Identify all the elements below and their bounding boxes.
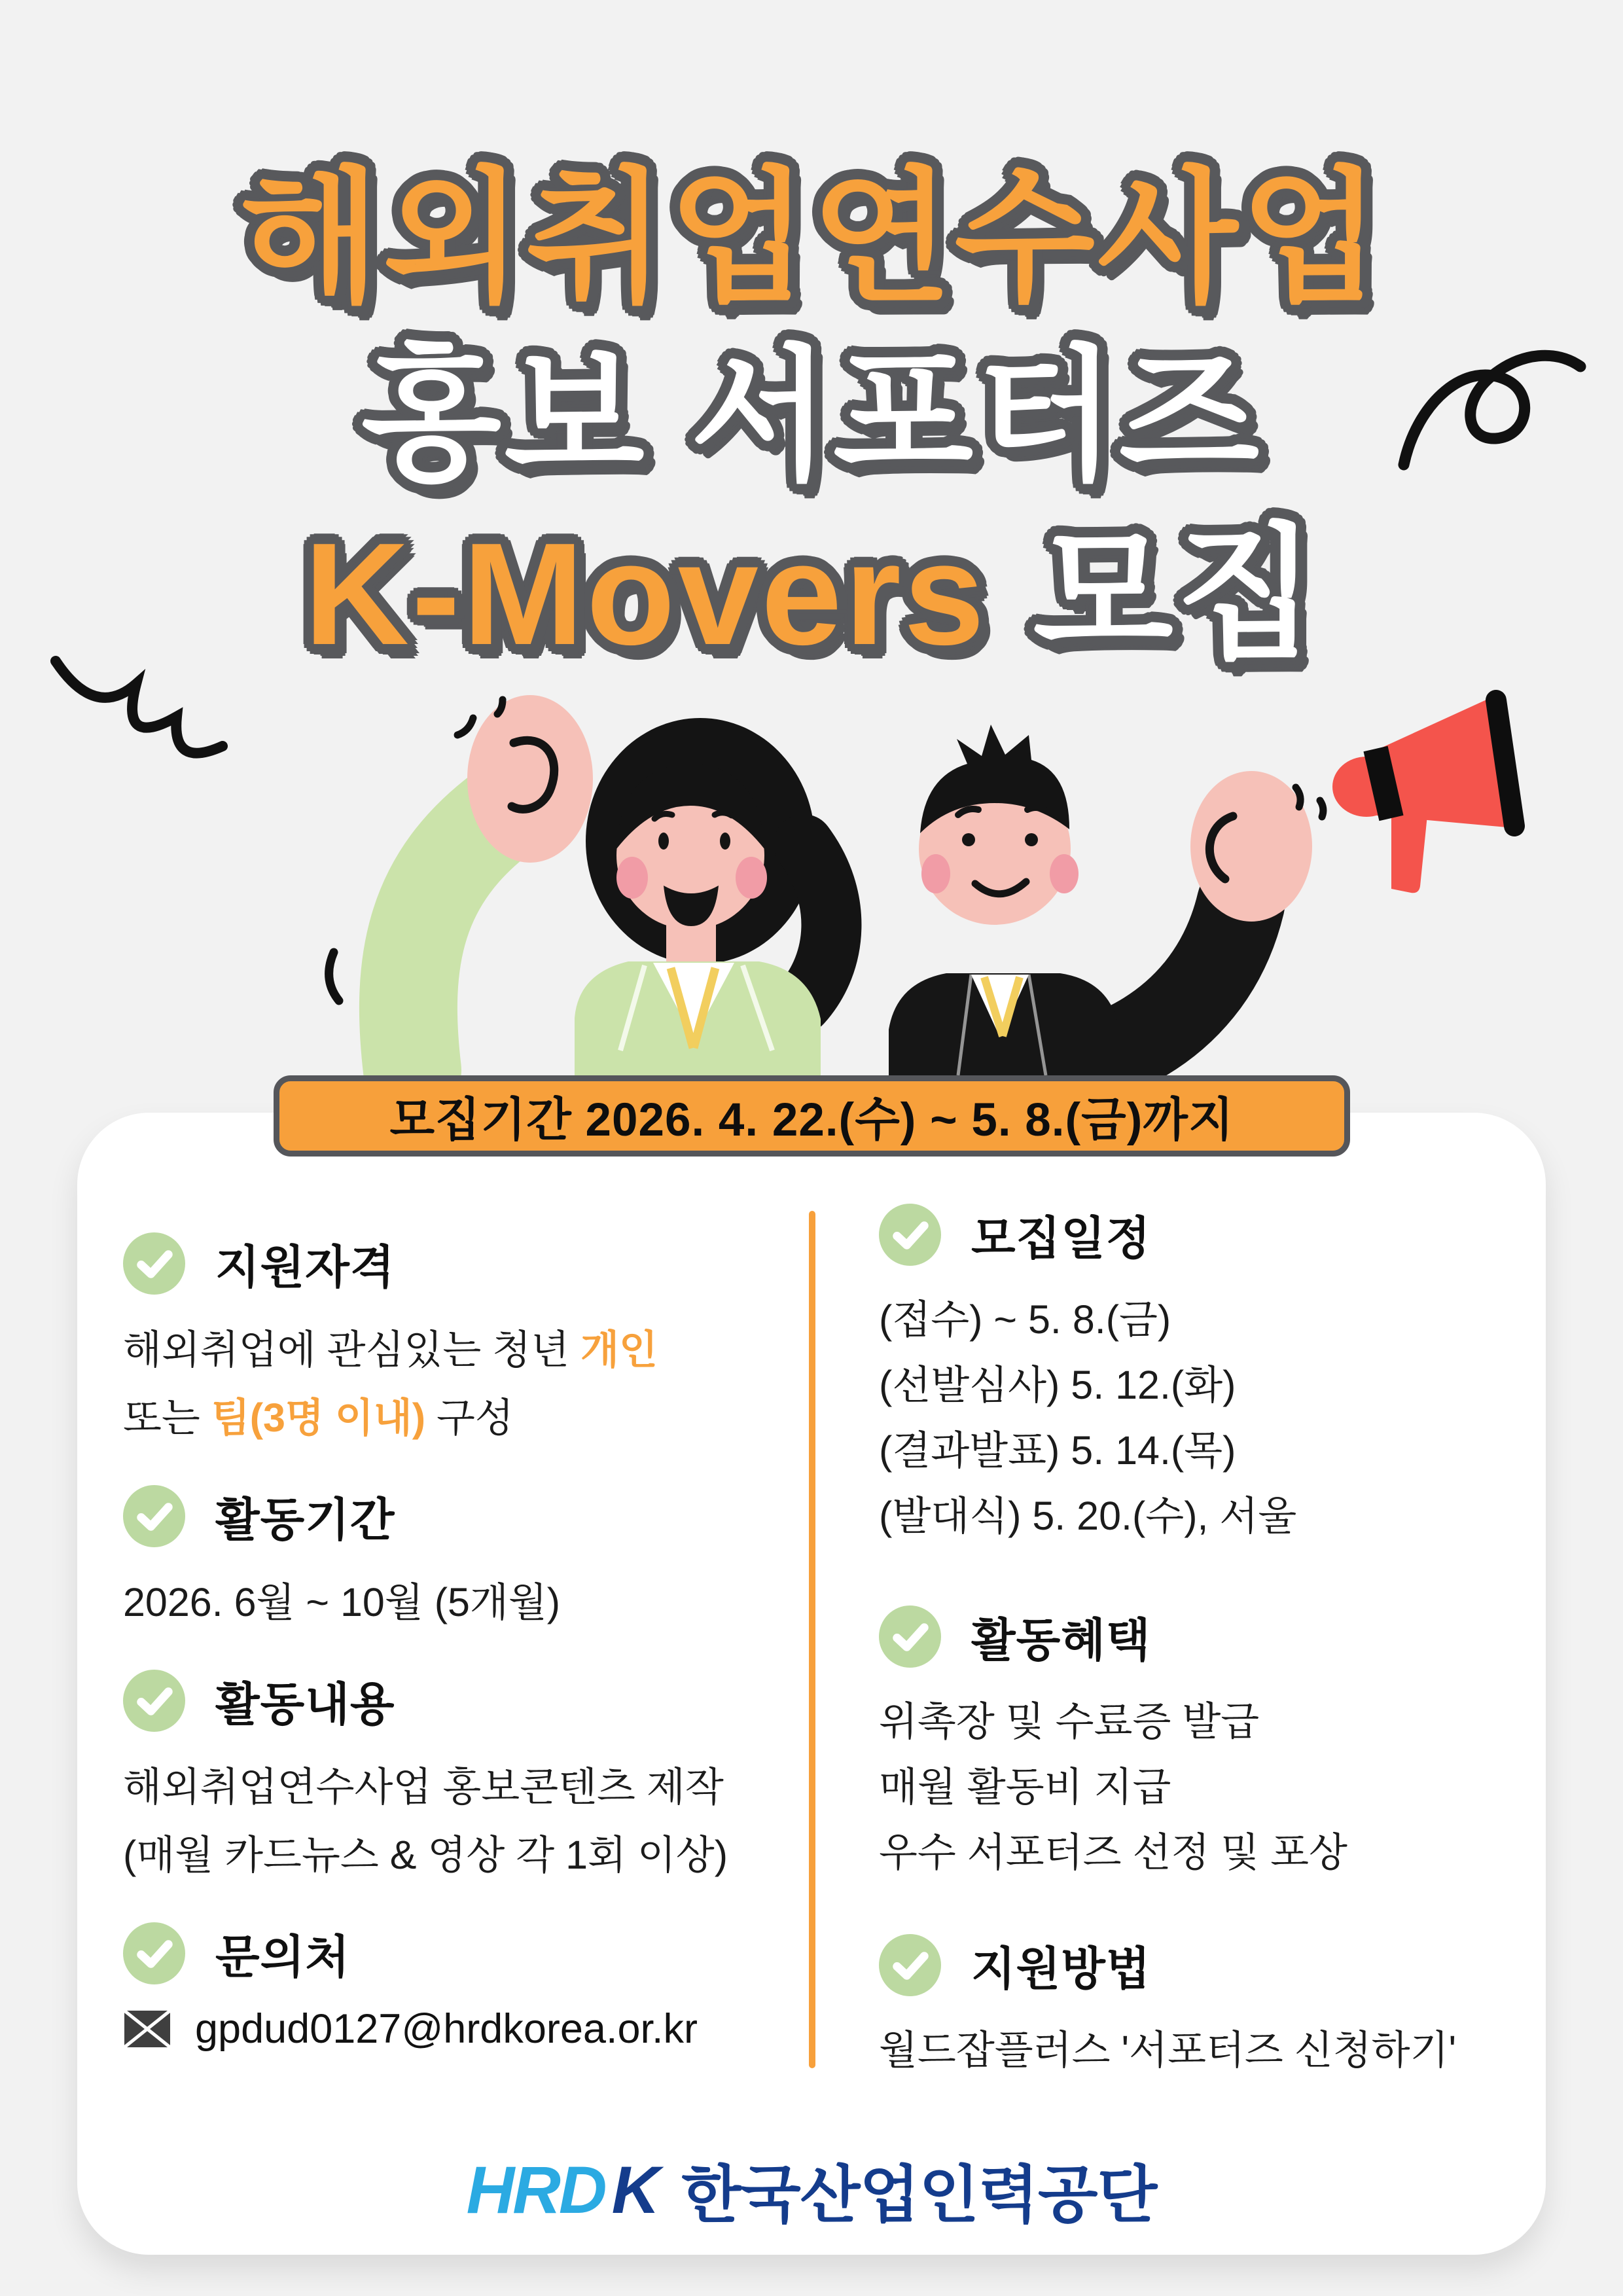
woman-character	[408, 695, 832, 1075]
section-benefits	[879, 1604, 1520, 1885]
left-column	[123, 1230, 791, 2084]
hrdk-logo	[77, 2145, 1546, 2234]
body-line: (발대식) 5. 20.(수), 서울	[879, 1494, 1297, 1538]
body-line	[123, 1316, 791, 1384]
contact-email-row	[123, 2005, 791, 2053]
section-how-to-apply	[879, 1932, 1520, 2083]
body-line: 우수 서포터즈 선정 및 포상	[879, 1830, 1347, 1874]
body-line	[123, 1384, 791, 1452]
check-circle-icon	[879, 1934, 941, 1996]
body-line: 매월 활동비 지급	[879, 1765, 1171, 1809]
man-character	[889, 725, 1323, 1075]
heading-label: 활동내용	[215, 1678, 395, 1730]
body-line: (매월 카드뉴스 & 영상 각 1회 이상)	[123, 1833, 728, 1877]
title-mojip: 모집	[1033, 513, 1319, 675]
body-line: 해외취업연수사업 홍보콘텐츠 제작	[123, 1765, 724, 1809]
heading-label: 활동혜택	[971, 1614, 1151, 1666]
column-divider	[809, 1211, 815, 2068]
heading-label: 문의처	[215, 1931, 350, 1982]
body-line: 위촉장 및 수료증 발급	[879, 1699, 1260, 1744]
check-circle-icon	[123, 1922, 185, 1984]
section-contact	[123, 1920, 791, 2053]
envelope-icon	[123, 2009, 171, 2049]
check-circle-icon	[123, 1485, 185, 1547]
title-line-2: 홍보 서포터즈	[361, 335, 1262, 497]
body-line: (선발심사) 5. 12.(화)	[879, 1363, 1236, 1407]
recruit-period-banner	[274, 1075, 1350, 1157]
section-activity-period	[123, 1483, 791, 1636]
section-heading	[879, 1202, 1520, 1267]
accent-text: 개인	[580, 1327, 658, 1372]
title-kmovers: K-Movers	[304, 513, 988, 675]
megaphone-icon	[1329, 681, 1616, 942]
recruit-period-text: 모집기간 2026. 4. 22.(수) ~ 5. 8.(금)까지	[389, 1094, 1234, 1146]
body-line: 2026. 6월 ~ 10월 (5개월)	[123, 1580, 561, 1624]
section-heading	[123, 1230, 791, 1296]
logo-korean-text: 한국산업인력공단	[681, 2161, 1157, 2230]
characters-illustration	[314, 677, 1335, 1075]
heading-label: 모집일정	[971, 1212, 1151, 1264]
title-line-1: 해외취업연수사업	[240, 157, 1383, 319]
heading-label: 활동기간	[215, 1494, 395, 1545]
accent-text: 팀(3명 이내)	[211, 1395, 426, 1440]
section-heading	[123, 1668, 791, 1733]
heading-label: 지원방법	[971, 1943, 1151, 1994]
section-heading	[879, 1932, 1520, 1998]
heading-label: 지원자격	[215, 1241, 395, 1293]
body-line: 월드잡플러스 '서포터즈 신청하기'	[879, 2028, 1457, 2072]
section-eligibility	[123, 1230, 791, 1452]
logo-hrd-text: HRD	[466, 2152, 605, 2227]
poster-title	[0, 149, 1623, 683]
info-card	[77, 1113, 1546, 2255]
body-line: (결과발표) 5. 14.(목)	[879, 1428, 1236, 1473]
contact-email: gpdud0127@hrdkorea.or.kr	[195, 2006, 698, 2052]
section-heading	[123, 1920, 791, 1986]
section-activity-content	[123, 1668, 791, 1889]
logo-k-text: K	[611, 2152, 658, 2227]
body-line: (접수) ~ 5. 8.(금)	[879, 1297, 1171, 1342]
section-heading	[123, 1483, 791, 1549]
check-circle-icon	[123, 1232, 185, 1295]
title-line-3	[0, 505, 1623, 683]
section-schedule	[879, 1202, 1520, 1549]
check-circle-icon	[879, 1204, 941, 1266]
check-circle-icon	[123, 1670, 185, 1732]
check-circle-icon	[879, 1605, 941, 1668]
section-heading	[879, 1604, 1520, 1669]
right-column	[879, 1202, 1520, 2114]
body-text: 또는	[123, 1395, 211, 1440]
body-text: 해외취업에 관심있는 청년	[123, 1327, 581, 1372]
body-text: 구성	[425, 1395, 514, 1440]
